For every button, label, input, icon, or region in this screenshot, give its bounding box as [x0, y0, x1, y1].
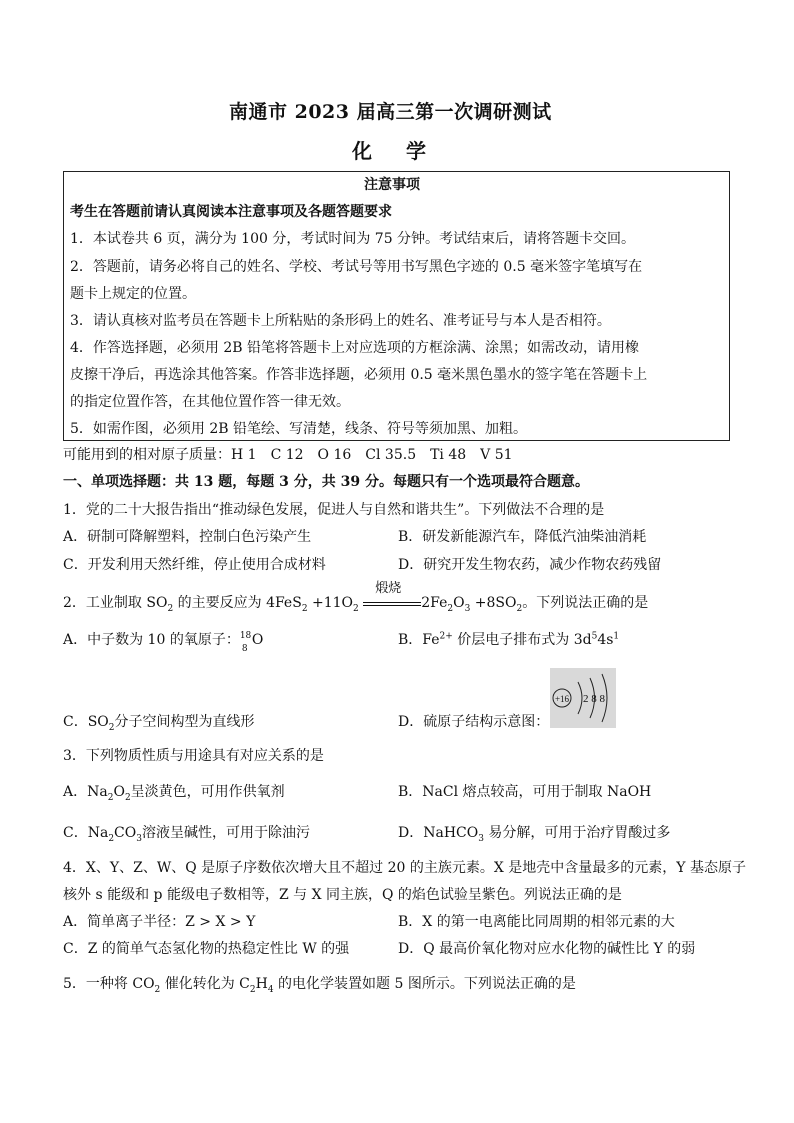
sulfur-atom-diagram	[550, 668, 616, 728]
electron-shells: 2 8 8	[583, 693, 605, 705]
q4-option-a: A．简单离子半径：Z > X > Y	[63, 914, 256, 930]
q1-option-d: D．研究开发生物农药，减少作物农药残留	[398, 557, 662, 573]
q4-option-c: C．Z 的简单气态氢化物的热稳定性比 W 的强	[63, 941, 350, 957]
section-heading: 一、单项选择题：共 13 题，每题 3 分，共 39 分。每题只有一个选项最符合题意。	[63, 474, 589, 490]
q1-option-a: A．研制可降解塑料，控制白色污染产生	[63, 529, 312, 545]
q2-option-a: A．中子数为 10 的氧原子： 18 8 O	[63, 631, 264, 654]
notice-line-3: 3．请认真核对监考员在答题卡上所粘贴的条形码上的姓名、准考证号与本人是否相符。	[70, 313, 611, 329]
notice-line-4a: 4．作答选择题，必须用 2B 铅笔将答题卡上对应选项的方框涂满、涂黑；如需改动，请用橡	[70, 340, 640, 356]
notice-line-1: 1．本试卷共 6 页，满分为 100 分，考试时间为 75 分钟。考试结束后，请将答题卡交回。	[70, 231, 636, 247]
notice-line-2b: 题卡上规定的位置。	[70, 286, 196, 302]
q3-option-b: B．NaCl 熔点较高，可用于制取 NaOH	[398, 784, 652, 800]
reaction-arrow	[363, 581, 421, 612]
notice-line-4b: 皮擦干净后，再选涂其他答案。作答非选择题，必须用 0.5 毫米黑色墨水的签字笔在答题卡上	[70, 367, 648, 383]
atomic-masses: 可能用到的相对原子质量：H 1 C 12 O 16 Cl 35.5 Ti 48 V 51	[63, 447, 513, 463]
q4-stem-line-1: 4．X、Y、Z、W、Q 是原子序数依次增大且不超过 20 的主族元素。X 是地壳中含量最多的元素，Y 基态原子	[63, 860, 746, 876]
notice-line-5: 5．如需作图，必须用 2B 铅笔绘、写清楚，线条、符号等须加黑、加粗。	[70, 421, 528, 437]
q1-stem: 1．党的二十大报告指出“推动绿色发展，促进人与自然和谐共生”。下列做法不合理的是	[63, 502, 605, 518]
subject-title: 化学	[352, 139, 460, 163]
q4-option-b: B．X 的第一电离能比同周期的相邻元素的大	[398, 914, 675, 930]
q3-option-a: A．$Na_2O_2$呈淡黄色，可用作供氧剂	[63, 784, 285, 803]
q5-stem: 5．一种将 $CO_2$ 催化转化为 $C_2H_4$ 的电化学装置如题 5 图所示。下列说法正确的是	[63, 976, 576, 995]
notice-heading: 注意事项	[364, 177, 420, 193]
q1-option-b: B．研发新能源汽车，降低汽油柴油消耗	[398, 529, 647, 545]
q2-option-b: B．$Fe^{2+}$ 价层电子排布式为 $3d^54s^1$	[398, 631, 620, 648]
q3-stem: 3．下列物质性质与用途具有对应关系的是	[63, 748, 324, 764]
q2-option-c: C．$SO_2$分子空间构型为直线形	[63, 714, 255, 733]
q4-option-d: D．Q 最高价氧化物对应水化物的碱性比 Y 的弱	[398, 941, 696, 957]
q1-option-c: C．开发利用天然纤维，停止使用合成材料	[63, 557, 326, 573]
q3-option-c: C．$Na_2CO_3$溶液呈碱性，可用于除油污	[63, 825, 310, 844]
notice-line-2a: 2．答题前，请务必将自己的姓名、学校、考试号等用书写黑色字迹的 0.5 毫米签字笔填写在	[70, 259, 643, 275]
notice-line-4c: 的指定位置作答，在其他位置作答一律无效。	[70, 394, 350, 410]
page-title: 南通市 2023 届高三第一次调研测试	[229, 101, 552, 123]
notice-intro: 考生在答题前请认真阅读本注意事项及各题答题要求	[70, 204, 392, 220]
nucleus-charge: +16	[554, 694, 570, 704]
q3-option-d: D．NaHCO$_3$ 易分解，可用于治疗胃酸过多	[398, 825, 671, 844]
q4-stem-line-2: 核外 s 能级和 p 能级电子数相等，Z 与 X 同主族，Q 的焰色试验呈紫色。列说法正确的是	[63, 887, 622, 903]
q2-stem: 2．工业制取 $SO_2$ 的主要反应为 $4FeS_2 +11O_2$ 煅烧 $2Fe_2O_3 +8SO_2$。下列说法正确的是	[63, 581, 649, 614]
q2-option-d: D．硫原子结构示意图：	[398, 714, 550, 730]
reaction-condition: 煅烧	[375, 581, 402, 596]
